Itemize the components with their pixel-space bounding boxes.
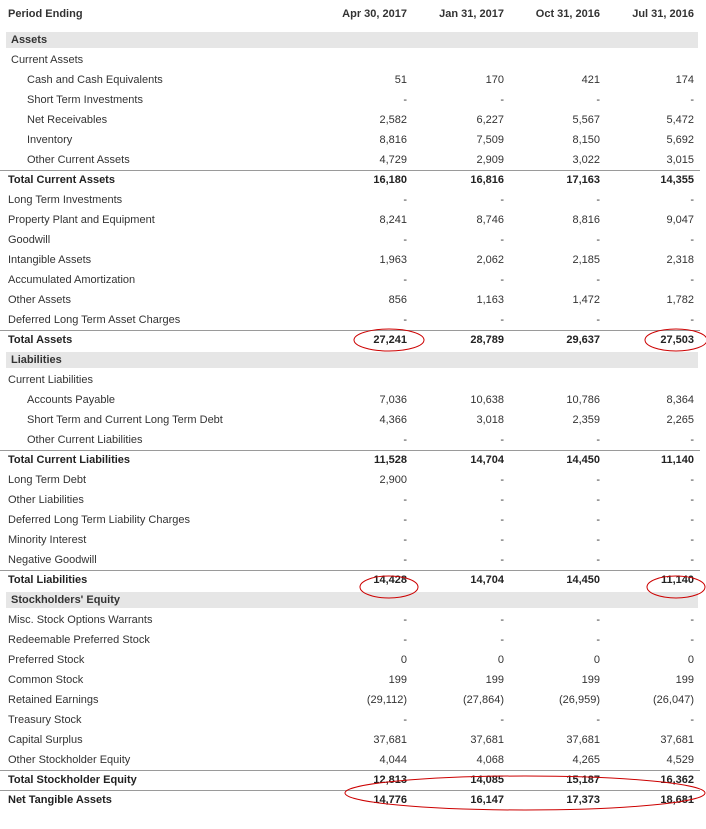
row-label: Long Term Debt: [8, 474, 87, 486]
cell-value: -: [596, 514, 600, 526]
row-label: Net Tangible Assets: [8, 794, 112, 806]
table-row: [0, 650, 700, 670]
total-row: [0, 770, 700, 790]
cell-value: 15,187: [566, 774, 600, 786]
table-row: [0, 290, 700, 310]
cell-value: -: [500, 194, 504, 206]
cell-value: -: [403, 314, 407, 326]
period-header: Apr 30, 2017: [342, 8, 407, 20]
cell-value: 2,062: [476, 254, 504, 266]
table-row: [0, 190, 700, 210]
cell-value: -: [690, 434, 694, 446]
cell-value: -: [690, 314, 694, 326]
cell-value: -: [596, 634, 600, 646]
table-row: [0, 370, 700, 390]
cell-value: 199: [388, 674, 407, 686]
cell-value: -: [690, 634, 694, 646]
row-label: Other Liabilities: [8, 494, 84, 506]
cell-value: 0: [400, 654, 407, 666]
row-label: Misc. Stock Options Warrants: [8, 614, 153, 626]
cell-value: -: [500, 274, 504, 286]
cell-value: 1,782: [666, 294, 694, 306]
total-rule: [0, 330, 700, 331]
cell-value: 1,163: [476, 294, 504, 306]
cell-value: -: [690, 234, 694, 246]
section-label: Stockholders' Equity: [11, 594, 120, 606]
table-row: [0, 410, 700, 430]
cell-value: 3,015: [666, 154, 694, 166]
cell-value: 5,472: [666, 114, 694, 126]
cell-value: 16,816: [470, 174, 504, 186]
row-label: Long Term Investments: [8, 194, 123, 206]
cell-value: -: [500, 494, 504, 506]
total-rule: [0, 450, 700, 451]
cell-value: 2,318: [666, 254, 694, 266]
cell-value: 2,185: [572, 254, 600, 266]
cell-value: 14,704: [470, 454, 504, 466]
cell-value: 0: [497, 654, 504, 666]
cell-value: -: [500, 614, 504, 626]
table-row: [0, 230, 700, 250]
cell-value: 16,180: [373, 174, 407, 186]
row-label: Intangible Assets: [8, 254, 92, 266]
cell-value: 9,047: [666, 214, 694, 226]
cell-value: -: [403, 274, 407, 286]
cell-value: 0: [687, 654, 694, 666]
cell-value: 8,364: [666, 394, 694, 406]
cell-value: 16,147: [470, 794, 504, 806]
total-row: [0, 330, 700, 350]
row-label: Minority Interest: [8, 534, 87, 546]
row-label: Total Current Liabilities: [8, 454, 131, 466]
cell-value: 8,746: [476, 214, 504, 226]
row-label: Net Receivables: [27, 114, 108, 126]
cell-value: -: [596, 314, 600, 326]
row-label: Current Assets: [11, 54, 84, 66]
cell-value: 4,068: [476, 754, 504, 766]
total-rule: [0, 170, 700, 171]
table-row: [0, 730, 700, 750]
table-row: [0, 490, 700, 510]
total-row: [0, 570, 700, 590]
cell-value: -: [403, 554, 407, 566]
cell-value: 8,816: [379, 134, 407, 146]
cell-value: 11,528: [373, 454, 407, 466]
cell-value: -: [500, 434, 504, 446]
section-header-stockholders-equity: [6, 592, 698, 608]
row-label: Capital Surplus: [8, 734, 83, 746]
cell-value: -: [690, 714, 694, 726]
row-label: Accumulated Amortization: [8, 274, 136, 286]
cell-value: -: [690, 514, 694, 526]
row-label: Negative Goodwill: [8, 554, 97, 566]
cell-value: -: [596, 494, 600, 506]
table-row: [0, 630, 700, 650]
cell-value: -: [690, 614, 694, 626]
row-label: Short Term Investments: [27, 94, 143, 106]
cell-value: 10,786: [566, 394, 600, 406]
row-label: Common Stock: [8, 674, 84, 686]
cell-value: (29,112): [366, 694, 407, 706]
cell-value: 17,163: [566, 174, 600, 186]
cell-value: 2,359: [572, 414, 600, 426]
row-label: Redeemable Preferred Stock: [8, 634, 150, 646]
total-row: [0, 170, 700, 190]
cell-value: -: [403, 94, 407, 106]
cell-value: 199: [581, 674, 600, 686]
cell-value: 2,582: [379, 114, 407, 126]
table-row: [0, 690, 700, 710]
cell-value: 4,729: [379, 154, 407, 166]
row-label: Other Assets: [8, 294, 71, 306]
period-header: Jan 31, 2017: [439, 8, 504, 20]
row-label: Accounts Payable: [27, 394, 116, 406]
cell-value: 37,681: [566, 734, 600, 746]
cell-value: -: [403, 194, 407, 206]
cell-value: 856: [388, 294, 407, 306]
cell-value: -: [690, 194, 694, 206]
total-rule: [0, 570, 700, 571]
total-row: [0, 790, 700, 810]
cell-value: 8,241: [379, 214, 407, 226]
header-row: [0, 4, 700, 24]
section-label: Liabilities: [11, 354, 62, 366]
table-row: [0, 430, 700, 450]
cell-value: 14,776: [373, 794, 407, 806]
cell-value: 14,428: [373, 574, 407, 586]
cell-value: -: [403, 534, 407, 546]
cell-value: 4,265: [572, 754, 600, 766]
cell-value: -: [403, 614, 407, 626]
cell-value: -: [690, 554, 694, 566]
table-row: [0, 670, 700, 690]
period-header: Jul 31, 2016: [632, 8, 694, 20]
cell-value: -: [596, 194, 600, 206]
cell-value: -: [500, 714, 504, 726]
cell-value: 11,140: [660, 454, 694, 466]
cell-value: 4,529: [666, 754, 694, 766]
cell-value: 37,681: [470, 734, 504, 746]
table-row: [0, 510, 700, 530]
cell-value: 8,816: [572, 214, 600, 226]
cell-value: -: [403, 434, 407, 446]
row-label: Short Term and Current Long Term Debt: [27, 414, 223, 426]
total-rule: [0, 790, 700, 791]
row-label: Goodwill: [8, 234, 51, 246]
cell-value: 11,140: [660, 574, 694, 586]
cell-value: 2,909: [476, 154, 504, 166]
cell-value: -: [596, 434, 600, 446]
cell-value: 8,150: [572, 134, 600, 146]
row-label: Treasury Stock: [8, 714, 82, 726]
table-row: [0, 110, 700, 130]
cell-value: 1,963: [379, 254, 407, 266]
cell-value: 37,681: [373, 734, 407, 746]
cell-value: 7,036: [379, 394, 407, 406]
cell-value: -: [596, 474, 600, 486]
row-label: Deferred Long Term Asset Charges: [8, 314, 181, 326]
cell-value: 27,503: [660, 334, 694, 346]
section-header-liabilities: [6, 352, 698, 368]
row-label: Preferred Stock: [8, 654, 85, 666]
cell-value: 14,704: [470, 574, 504, 586]
cell-value: -: [500, 234, 504, 246]
cell-value: -: [403, 714, 407, 726]
row-label: Property Plant and Equipment: [8, 214, 155, 226]
cell-value: 6,227: [476, 114, 504, 126]
cell-value: 12,813: [373, 774, 407, 786]
table-row: [0, 750, 700, 770]
cell-value: -: [690, 474, 694, 486]
cell-value: -: [500, 314, 504, 326]
cell-value: -: [500, 554, 504, 566]
cell-value: 27,241: [373, 334, 407, 346]
cell-value: 18,681: [660, 794, 694, 806]
cell-value: 1,472: [572, 294, 600, 306]
row-label: Other Current Assets: [27, 154, 130, 166]
cell-value: 7,509: [476, 134, 504, 146]
cell-value: 14,450: [566, 574, 600, 586]
row-label: Retained Earnings: [8, 694, 99, 706]
cell-value: -: [500, 514, 504, 526]
cell-value: 3,018: [476, 414, 504, 426]
cell-value: 37,681: [660, 734, 694, 746]
table-row: [0, 610, 700, 630]
cell-value: 17,373: [566, 794, 600, 806]
cell-value: 2,265: [666, 414, 694, 426]
cell-value: -: [403, 634, 407, 646]
cell-value: 5,567: [572, 114, 600, 126]
cell-value: -: [403, 234, 407, 246]
period-ending-label: Period Ending: [8, 8, 83, 20]
table-row: [0, 130, 700, 150]
cell-value: -: [596, 614, 600, 626]
table-row: [0, 150, 700, 170]
cell-value: -: [596, 714, 600, 726]
section-label: Assets: [11, 34, 48, 46]
cell-value: -: [500, 94, 504, 106]
cell-value: -: [596, 234, 600, 246]
cell-value: 5,692: [666, 134, 694, 146]
cell-value: 10,638: [470, 394, 504, 406]
cell-value: (27,864): [463, 694, 504, 706]
row-label: Total Liabilities: [8, 574, 88, 586]
cell-value: -: [596, 534, 600, 546]
section-header-assets: [6, 32, 698, 48]
cell-value: 170: [485, 74, 504, 86]
row-label: Deferred Long Term Liability Charges: [8, 514, 190, 526]
cell-value: 14,355: [660, 174, 694, 186]
cell-value: 199: [485, 674, 504, 686]
cell-value: 51: [394, 74, 407, 86]
total-row: [0, 450, 700, 470]
row-label: Cash and Cash Equivalents: [27, 74, 163, 86]
cell-value: -: [596, 554, 600, 566]
cell-value: 0: [593, 654, 600, 666]
cell-value: -: [690, 534, 694, 546]
table-row: [0, 90, 700, 110]
table-row: [0, 70, 700, 90]
cell-value: 14,085: [470, 774, 504, 786]
row-label: Total Assets: [8, 334, 73, 346]
cell-value: -: [690, 494, 694, 506]
table-row: [0, 210, 700, 230]
cell-value: -: [596, 274, 600, 286]
table-row: [0, 270, 700, 290]
table-row: [0, 470, 700, 490]
cell-value: -: [500, 534, 504, 546]
cell-value: 14,450: [566, 454, 600, 466]
row-label: Total Stockholder Equity: [8, 774, 137, 786]
table-row: [0, 250, 700, 270]
cell-value: -: [500, 634, 504, 646]
cell-value: 28,789: [470, 334, 504, 346]
total-rule: [0, 770, 700, 771]
cell-value: 174: [675, 74, 694, 86]
row-label: Inventory: [27, 134, 73, 146]
cell-value: -: [690, 94, 694, 106]
table-row: [0, 390, 700, 410]
cell-value: 421: [581, 74, 600, 86]
table-row: [0, 550, 700, 570]
table-row: [0, 50, 700, 70]
cell-value: (26,047): [653, 694, 694, 706]
cell-value: (26,959): [559, 694, 600, 706]
cell-value: -: [403, 514, 407, 526]
row-label: Other Current Liabilities: [27, 434, 143, 446]
cell-value: 16,362: [660, 774, 694, 786]
cell-value: -: [690, 274, 694, 286]
table-row: [0, 530, 700, 550]
cell-value: -: [500, 474, 504, 486]
table-row: [0, 710, 700, 730]
cell-value: 4,366: [379, 414, 407, 426]
cell-value: -: [403, 494, 407, 506]
period-header: Oct 31, 2016: [535, 8, 600, 20]
cell-value: 2,900: [379, 474, 407, 486]
cell-value: 199: [675, 674, 694, 686]
cell-value: 3,022: [572, 154, 600, 166]
cell-value: 4,044: [379, 754, 407, 766]
row-label: Current Liabilities: [8, 374, 93, 386]
cell-value: 29,637: [566, 334, 600, 346]
row-label: Total Current Assets: [8, 174, 115, 186]
row-label: Other Stockholder Equity: [8, 754, 131, 766]
table-row: [0, 310, 700, 330]
cell-value: -: [596, 94, 600, 106]
